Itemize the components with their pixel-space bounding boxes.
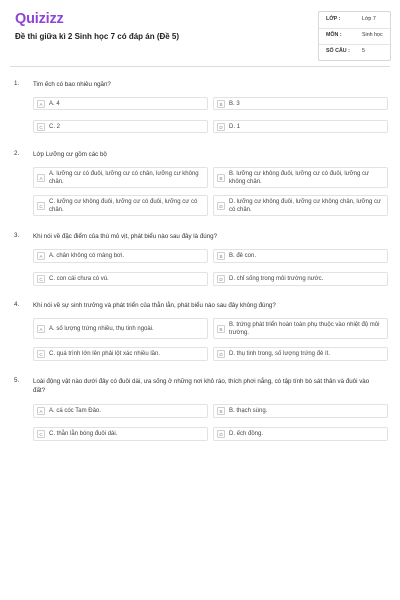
option-c[interactable] [33,272,208,286]
worksheet-info-box [318,11,391,61]
option-text: A. cá cóc Tam Đảo. [49,408,101,414]
option-text: B. lưỡng cư không đuôi, lưỡng cư có đuôi, lưỡng cư không chân. [229,170,369,185]
option-letter-badge: B [217,252,225,260]
option-b[interactable] [213,97,388,110]
question-text: Khi nói về đặc điểm của thú mỏ vịt, phát biểu nào sau đây là đúng? [33,233,218,240]
worksheet-title: Đề thi giữa kì 2 Sinh học 7 có đáp án (Đề 5) [15,32,180,41]
option-text: A. số lượng trứng nhiều, thụ tinh ngoài. [49,325,154,332]
option-letter-badge: D [217,275,225,283]
option-text: B. trứng phát triển hoàn toàn phụ thuộc vào nhiệt độ môi trường. [229,321,380,336]
option-b[interactable] [213,249,388,263]
option-b[interactable] [213,318,388,339]
option-letter-badge: B [217,325,225,333]
option-text: C. 2 [49,123,61,130]
option-d[interactable] [213,427,388,441]
option-d[interactable] [213,120,388,133]
option-c[interactable] [33,120,208,133]
info-row-grade [319,12,390,28]
option-a[interactable] [33,97,208,110]
option-text: D. chỉ sống trong môi trường nước. [229,276,324,282]
option-text: B. 3 [229,100,240,107]
question-number: 5. [14,377,20,384]
worksheet-header [0,0,400,64]
option-b[interactable] [213,404,388,418]
option-text: A. 4 [49,100,60,107]
question-text: Lớp Lưỡng cư gồm các bộ [33,151,107,158]
option-text: D. lưỡng cư không đuôi, lưỡng cư không chân, lưỡng cư có chân. [229,198,381,213]
question-text: Loài động vật nào dưới đây có đuôi dài, ưa sống ở những nơi khô ráo, thích phơi nắng, có tập tính bò sát thân và đuôi vào đất? [33,378,370,394]
option-d[interactable] [213,347,388,361]
option-a[interactable] [33,404,208,418]
option-c[interactable] [33,195,208,216]
option-letter-badge: D [217,350,225,358]
option-letter-badge: A [37,174,45,182]
option-letter-badge: C [37,350,45,358]
option-c[interactable] [33,347,208,361]
option-c[interactable] [33,427,208,441]
option-text: D. thụ tinh trong, số lượng trứng đẻ ít. [229,351,331,357]
question-text: Tim ếch có bao nhiêu ngăn? [33,81,111,88]
option-text: B. đẻ con. [229,253,257,259]
question-number: 1. [14,80,20,87]
option-letter-badge: A [37,100,45,108]
option-text: C. lưỡng cư không đuôi, lưỡng cư có đuôi, lưỡng cư có chân. [49,198,198,213]
info-label: MÔN : [326,32,342,38]
info-value: 5 [362,48,365,54]
info-row-subject [319,28,390,44]
option-text: D. 1 [229,123,241,130]
info-label: LỚP : [326,16,341,22]
question-number: 3. [14,232,20,239]
info-value: Sinh học [362,32,383,38]
info-value: Lớp 7 [362,16,376,22]
info-row-question-count [319,44,390,60]
option-letter-badge: C [37,123,45,131]
option-letter-badge: D [217,430,225,438]
option-letter-badge: D [217,123,225,131]
option-text: C. con cái chưa có vú. [49,276,109,282]
header-divider [10,66,390,67]
info-label: SỐ CÂU : [326,48,350,54]
quizizz-logo: Quizizz [15,11,64,27]
question-number: 4. [14,301,20,308]
option-letter-badge: C [37,202,45,210]
question-number: 2. [14,150,20,157]
option-letter-badge: C [37,430,45,438]
option-letter-badge: C [37,275,45,283]
option-text: C. thằn lằn bóng đuôi dài. [49,431,118,437]
option-text: A. lưỡng cư có đuôi, lưỡng cư có chân, lưỡng cư không chân. [49,170,199,185]
option-letter-badge: A [37,252,45,260]
question-text: Khi nói về sự sinh trưởng và phát triển của thằn lằn, phát biểu nào sau đây không đúng? [33,302,276,309]
option-text: B. thạch sùng. [229,408,268,414]
option-d[interactable] [213,272,388,286]
option-a[interactable] [33,318,208,339]
option-d[interactable] [213,195,388,216]
option-a[interactable] [33,249,208,263]
option-letter-badge: B [217,407,225,415]
option-letter-badge: B [217,100,225,108]
option-letter-badge: A [37,407,45,415]
option-text: C. quá trình lớn lên phải lột xác nhiều lần. [49,351,161,357]
option-text: D. ếch đồng. [229,431,264,437]
option-letter-badge: A [37,325,45,333]
option-letter-badge: B [217,174,225,182]
option-letter-badge: D [217,202,225,210]
option-text: A. chân không có màng bơi. [49,253,124,259]
option-a[interactable] [33,167,208,188]
option-b[interactable] [213,167,388,188]
